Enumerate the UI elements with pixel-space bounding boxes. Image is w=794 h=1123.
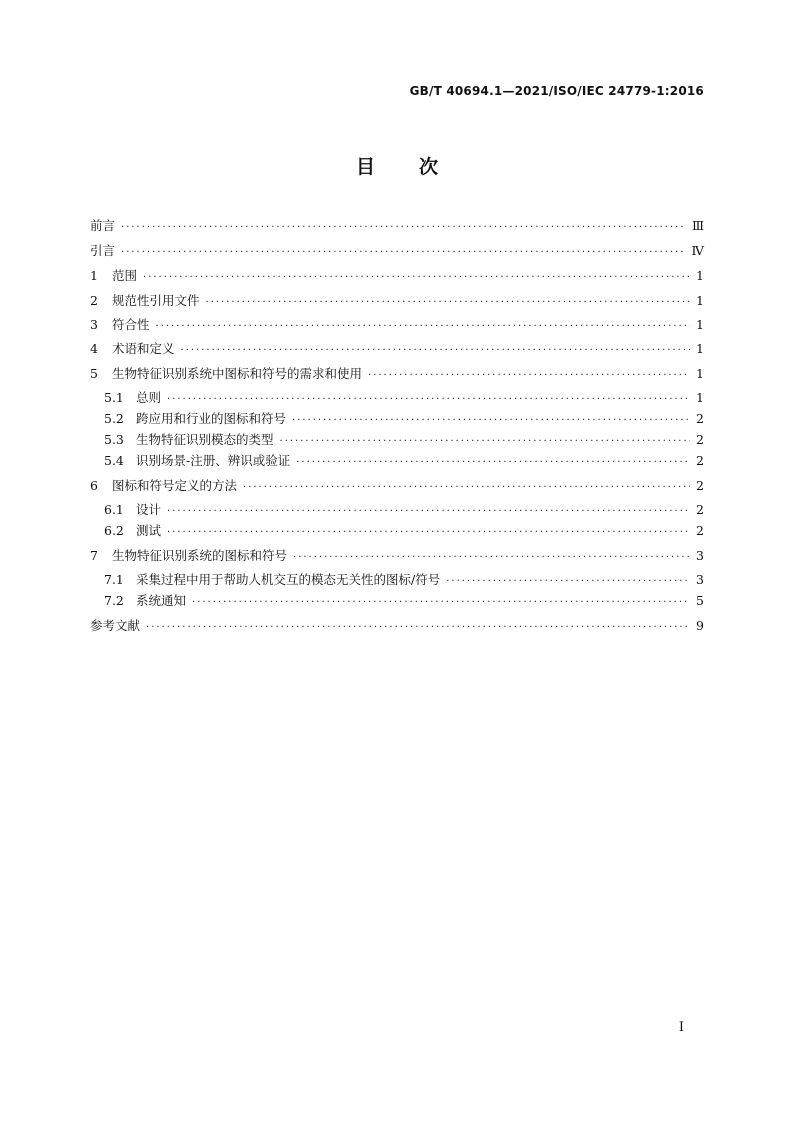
toc-entry-label: 设计 — [136, 502, 162, 517]
toc-dot-leader — [121, 244, 685, 262]
toc-dot-leader — [446, 573, 690, 591]
page-number: I — [678, 1020, 684, 1035]
toc-entry-label: 生物特征识别模态的类型 — [136, 432, 274, 447]
toc-dot-leader — [146, 619, 690, 637]
toc-entry-page: 1 — [696, 293, 704, 308]
toc-entry-page: 3 — [696, 548, 704, 563]
toc-dot-leader — [280, 433, 691, 451]
toc-entry-number: 4 — [90, 341, 98, 356]
toc-entry-label: 符合性 — [112, 317, 150, 332]
toc-dot-leader — [181, 342, 691, 360]
toc-entry[interactable] — [90, 365, 704, 383]
toc-entry-number: 5.3 — [104, 432, 124, 447]
toc-entry-page: 2 — [696, 453, 704, 468]
toc-entry-label: 采集过程中用于帮助人机交互的模态无关性的图标/符号 — [136, 572, 441, 587]
toc-entry-page: 2 — [696, 432, 704, 447]
toc-entry[interactable] — [104, 522, 704, 540]
toc-entry-label: 规范性引用文件 — [112, 293, 200, 308]
toc-entry[interactable] — [104, 452, 704, 470]
toc-entry[interactable] — [90, 217, 704, 235]
standard-code-header: GB/T 40694.1—2021/ISO/IEC 24779-1:2016 — [409, 84, 704, 98]
toc-entry[interactable] — [90, 267, 704, 285]
toc-entry-page: 1 — [696, 268, 704, 283]
toc-entry-label: 系统通知 — [136, 593, 187, 608]
toc-dot-leader — [167, 524, 690, 542]
toc-entry-page: 3 — [696, 572, 704, 587]
toc-dot-leader — [206, 294, 691, 312]
toc-entry-page: 9 — [696, 618, 704, 633]
toc-dot-leader — [143, 269, 690, 287]
toc-entry[interactable] — [104, 431, 704, 449]
toc-entry-label: 参考文献 — [90, 618, 141, 633]
toc-entry-page: Ⅲ — [691, 218, 704, 233]
toc-entry-number: 3 — [90, 317, 98, 332]
toc-entry-page: 2 — [696, 502, 704, 517]
toc-entry-number: 7 — [90, 548, 98, 563]
toc-entry-number: 5 — [90, 366, 98, 381]
toc-entry-label: 术语和定义 — [112, 341, 175, 356]
toc-entry-number: 7.2 — [104, 593, 124, 608]
toc-entry-page: 2 — [696, 411, 704, 426]
toc-dot-leader — [167, 503, 690, 521]
toc-entry-label: 前言 — [90, 218, 116, 233]
toc-dot-leader — [192, 594, 690, 612]
toc-entry-number: 2 — [90, 293, 98, 308]
toc-entry-number: 5.1 — [104, 390, 124, 405]
toc-entry[interactable] — [90, 617, 704, 635]
toc-entry-page: Ⅳ — [691, 243, 704, 258]
page-title: 目次 — [355, 156, 482, 178]
toc-entry[interactable] — [90, 340, 704, 358]
toc-entry[interactable] — [90, 547, 704, 565]
toc-entry-page: 2 — [696, 478, 704, 493]
toc-entry[interactable] — [104, 410, 704, 428]
toc-entry-number: 6.2 — [104, 523, 124, 538]
toc-entry[interactable] — [104, 592, 704, 610]
toc-dot-leader — [121, 219, 686, 237]
toc-entry-page: 1 — [696, 390, 704, 405]
toc-dot-leader — [156, 318, 691, 336]
toc-dot-leader — [243, 479, 690, 497]
toc-entry-page: 5 — [696, 593, 704, 608]
toc-entry-number: 5.2 — [104, 411, 124, 426]
toc-entry-label: 引言 — [90, 243, 116, 258]
toc-entry[interactable] — [104, 389, 704, 407]
toc-entry-number: 7.1 — [104, 572, 124, 587]
toc-entry-label: 总则 — [136, 390, 162, 405]
toc-entry-number: 6.1 — [104, 502, 124, 517]
toc-entry[interactable] — [90, 292, 704, 310]
toc-entry[interactable] — [90, 316, 704, 334]
toc-entry[interactable] — [90, 242, 704, 260]
toc-entry-number: 6 — [90, 478, 98, 493]
toc-entry-label: 跨应用和行业的图标和符号 — [136, 411, 287, 426]
toc-dot-leader — [296, 454, 690, 472]
toc-entry-label: 测试 — [136, 523, 162, 538]
toc-entry-number: 1 — [90, 268, 98, 283]
toc-entry-page: 1 — [696, 366, 704, 381]
toc-entry-label: 范围 — [112, 268, 138, 283]
toc-dot-leader — [167, 391, 690, 409]
toc-entry-label: 生物特征识别系统的图标和符号 — [112, 548, 288, 563]
toc-dot-leader — [292, 412, 690, 430]
toc-entry-label: 生物特征识别系统中图标和符号的需求和使用 — [112, 366, 363, 381]
toc-entry-label: 识别场景-注册、辨识或验证 — [136, 453, 291, 468]
toc-entry-page: 1 — [696, 317, 704, 332]
toc-dot-leader — [293, 549, 690, 567]
toc-entry-page: 1 — [696, 341, 704, 356]
toc-entry-label: 图标和符号定义的方法 — [112, 478, 238, 493]
toc-entry-number: 5.4 — [104, 453, 124, 468]
toc-entry[interactable] — [104, 501, 704, 519]
toc-entry[interactable] — [104, 571, 704, 589]
toc-entry[interactable] — [90, 477, 704, 495]
toc-dot-leader — [368, 367, 690, 385]
toc-entry-page: 2 — [696, 523, 704, 538]
